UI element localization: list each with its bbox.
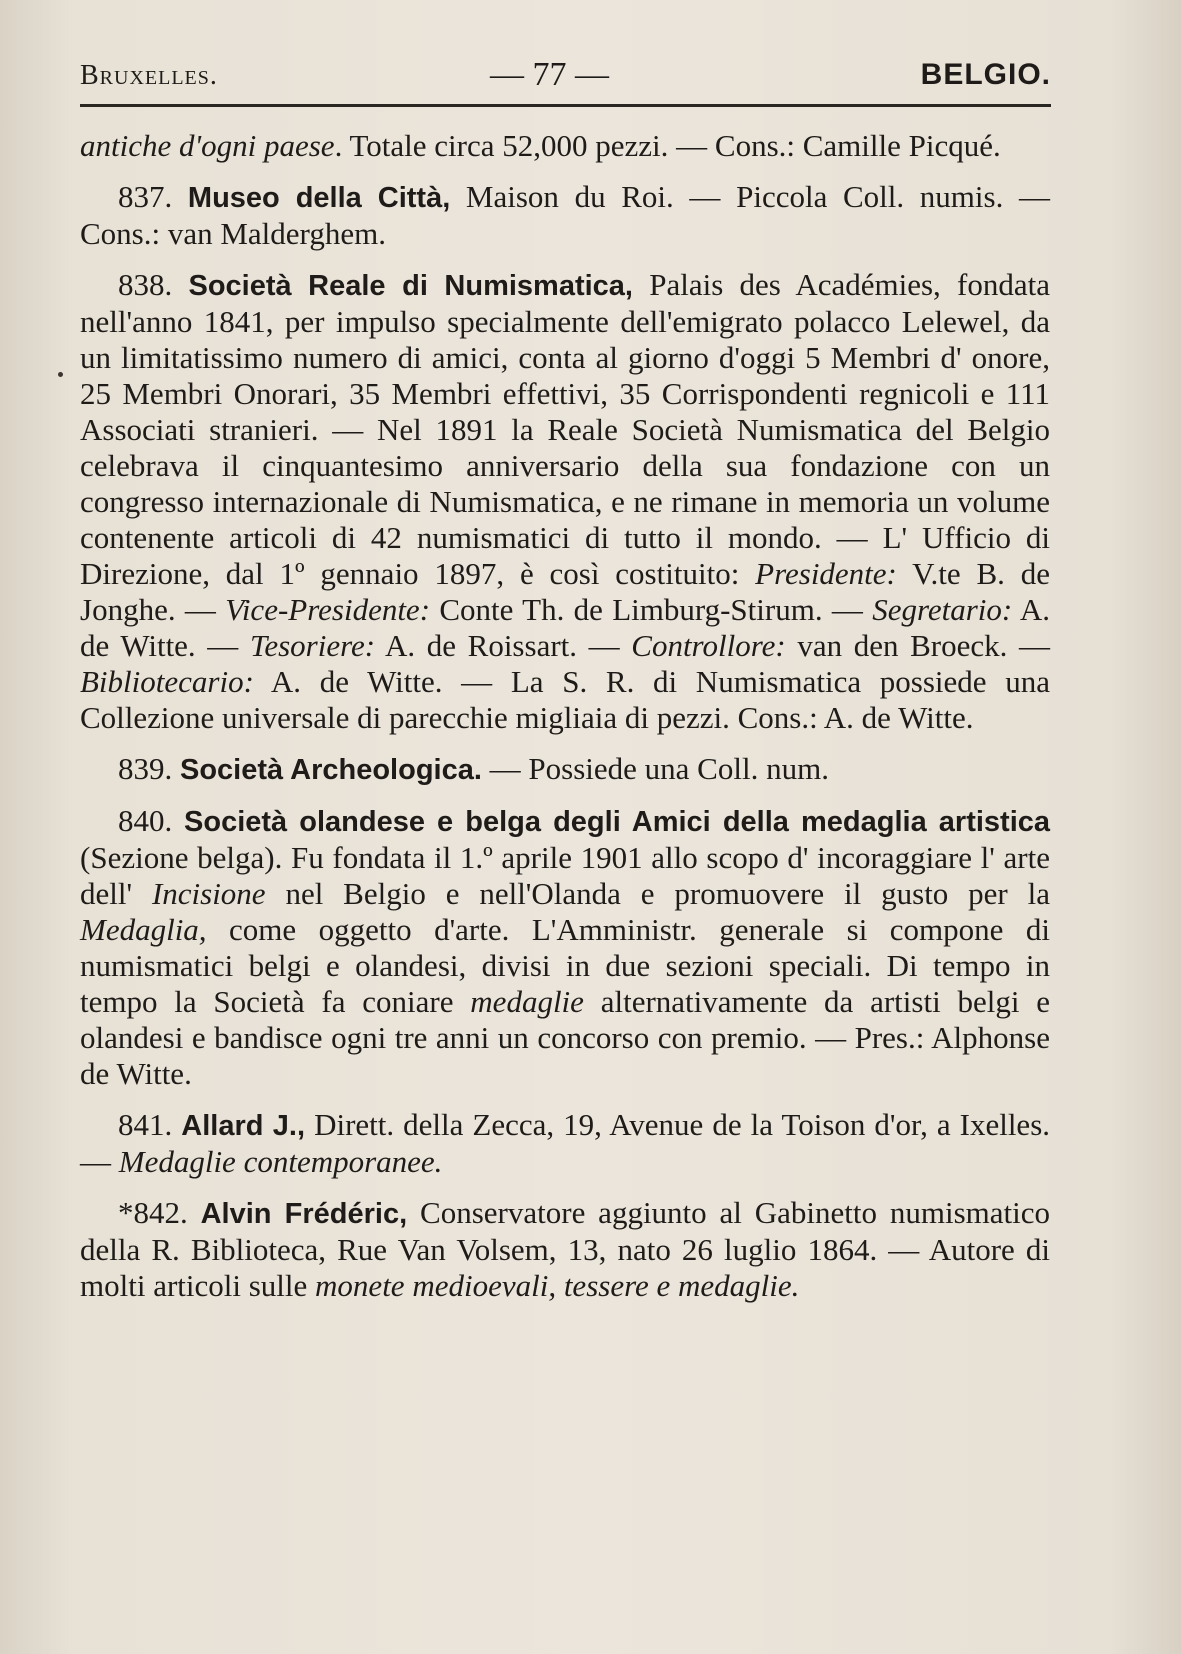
entry-number: 841. [118, 1107, 182, 1142]
text-run: Palais des Académies, fondata nell'anno 1841, per impulso specialmente dell'emigrato polacco Lelewel, da un limitatissimo numero di amici, conta al giorno d'oggi 5 Membri d' onore, 25 Membri Onorari, 35 Membri effettivi, 35 Corrispondenti regnicoli e 111 Associati stranieri. — Nel 1891 la Reale Società Numismatica del Belgio celebrava il cinquantesimo anniversario della sua fondazione con un congresso internazionale di Numismatica, e ne rimane in memoria un volume contenente articoli di 42 numismatici di tutto il mondo. — L' Ufficio di Direzione, dal 1º gennaio 1897, è così costituito: [80, 267, 1050, 591]
text-run: Conservatore aggiunto al Gabinetto numismatico della R. Biblioteca, Rue Van Volsem, 13, nato 26 luglio 1864. — Autore di molti articoli sulle [80, 1195, 1050, 1303]
text-run: A. de Witte. — La S. R. di Numismatica possiede una Collezione universale di parecchie migliaia di pezzi. Cons.: A. de Witte. [80, 664, 1050, 735]
text-run: Maison du Roi. — Piccola Coll. numis. — Cons.: van Malderghem. [80, 179, 1050, 251]
entry-840 [80, 803, 1050, 1092]
paragraph-continuation [80, 128, 1050, 164]
entry-841 [80, 1107, 1050, 1180]
italic-term: Incisione [151, 876, 266, 911]
entry-title: Alvin Frédéric, [200, 1198, 408, 1230]
role-label: Presidente: [755, 556, 897, 591]
text-run: V.te B. de Jonghe. — [80, 556, 1051, 627]
header-country: BELGIO. [920, 58, 1051, 91]
text-run: Dirett. della Zecca, 19, Avenue de la Toison d'or, a Ixelles. — [80, 1107, 1051, 1179]
text-run: — Possiede una Coll. num. [481, 751, 829, 786]
entry-title: Museo della Città, [187, 182, 451, 214]
entry-title: Allard J., [181, 1110, 306, 1142]
entry-number: 837. [118, 179, 188, 214]
entry-title: Società Reale di Numismatica, [188, 270, 633, 302]
entry-number: 839. [118, 751, 180, 786]
entry-837 [80, 179, 1050, 252]
entry-number: *842. [118, 1195, 201, 1230]
entry-839 [80, 751, 1050, 788]
role-label: Vice-Presidente: [225, 592, 431, 627]
role-label: Bibliotecario: [80, 664, 254, 699]
entry-842 [80, 1195, 1050, 1304]
role-label: Segretario: [872, 592, 1013, 627]
text-run: . Totale circa 52,000 pezzi. — Cons.: Camille Picqué. [334, 128, 1001, 163]
text-run: antiche d'ogni paese [80, 128, 335, 163]
italic-term: Medaglia, [80, 912, 207, 947]
entry-title: Società Archeologica. [180, 754, 482, 786]
margin-mark [58, 372, 63, 377]
text-run: come oggetto d'arte. L'Amministr. generale si compone di numismatici belgi e olandesi, divisi in due sezioni speciali. Di tempo in tempo la Società fa coniare [80, 912, 1050, 1019]
text-run: A. de Witte. — [80, 592, 1050, 663]
role-label: Controllore: [631, 628, 786, 663]
running-header [80, 56, 1051, 98]
entry-title: Società olandese e belga degli Amici della medaglia artistica [184, 806, 1051, 838]
role-label: Tesoriere: [249, 628, 376, 663]
italic-term: Medaglie contemporanee. [118, 1144, 443, 1179]
page-body [80, 128, 1050, 1319]
text-run: van den Broeck. — [785, 628, 1050, 663]
text-run: Conte Th. de Limburg-Stirum. — [430, 592, 873, 627]
text-run: (Sezione belga). Fu fondata il 1.º aprile 1901 allo scopo d' incoraggiare l' arte dell' [80, 840, 1050, 911]
entry-number: 840. [118, 803, 185, 838]
entry-number: 838. [118, 267, 189, 302]
header-city: Bruxelles. [80, 60, 218, 91]
italic-term: medaglie [470, 984, 584, 1019]
entry-838 [80, 267, 1050, 736]
text-run: nel Belgio e nell'Olanda e promuovere il gusto per la [265, 876, 1050, 911]
page-number: — 77 — [490, 56, 609, 93]
italic-term: monete medioevali, tessere e medaglie. [315, 1268, 800, 1303]
header-rule [80, 104, 1051, 107]
text-run: alternativamente da artisti belgi e olandesi e bandisce ogni tre anni un concorso con premio. — Pres.: Alphonse de Witte. [80, 984, 1050, 1091]
text-run: A. de Roissart. — [375, 628, 632, 663]
